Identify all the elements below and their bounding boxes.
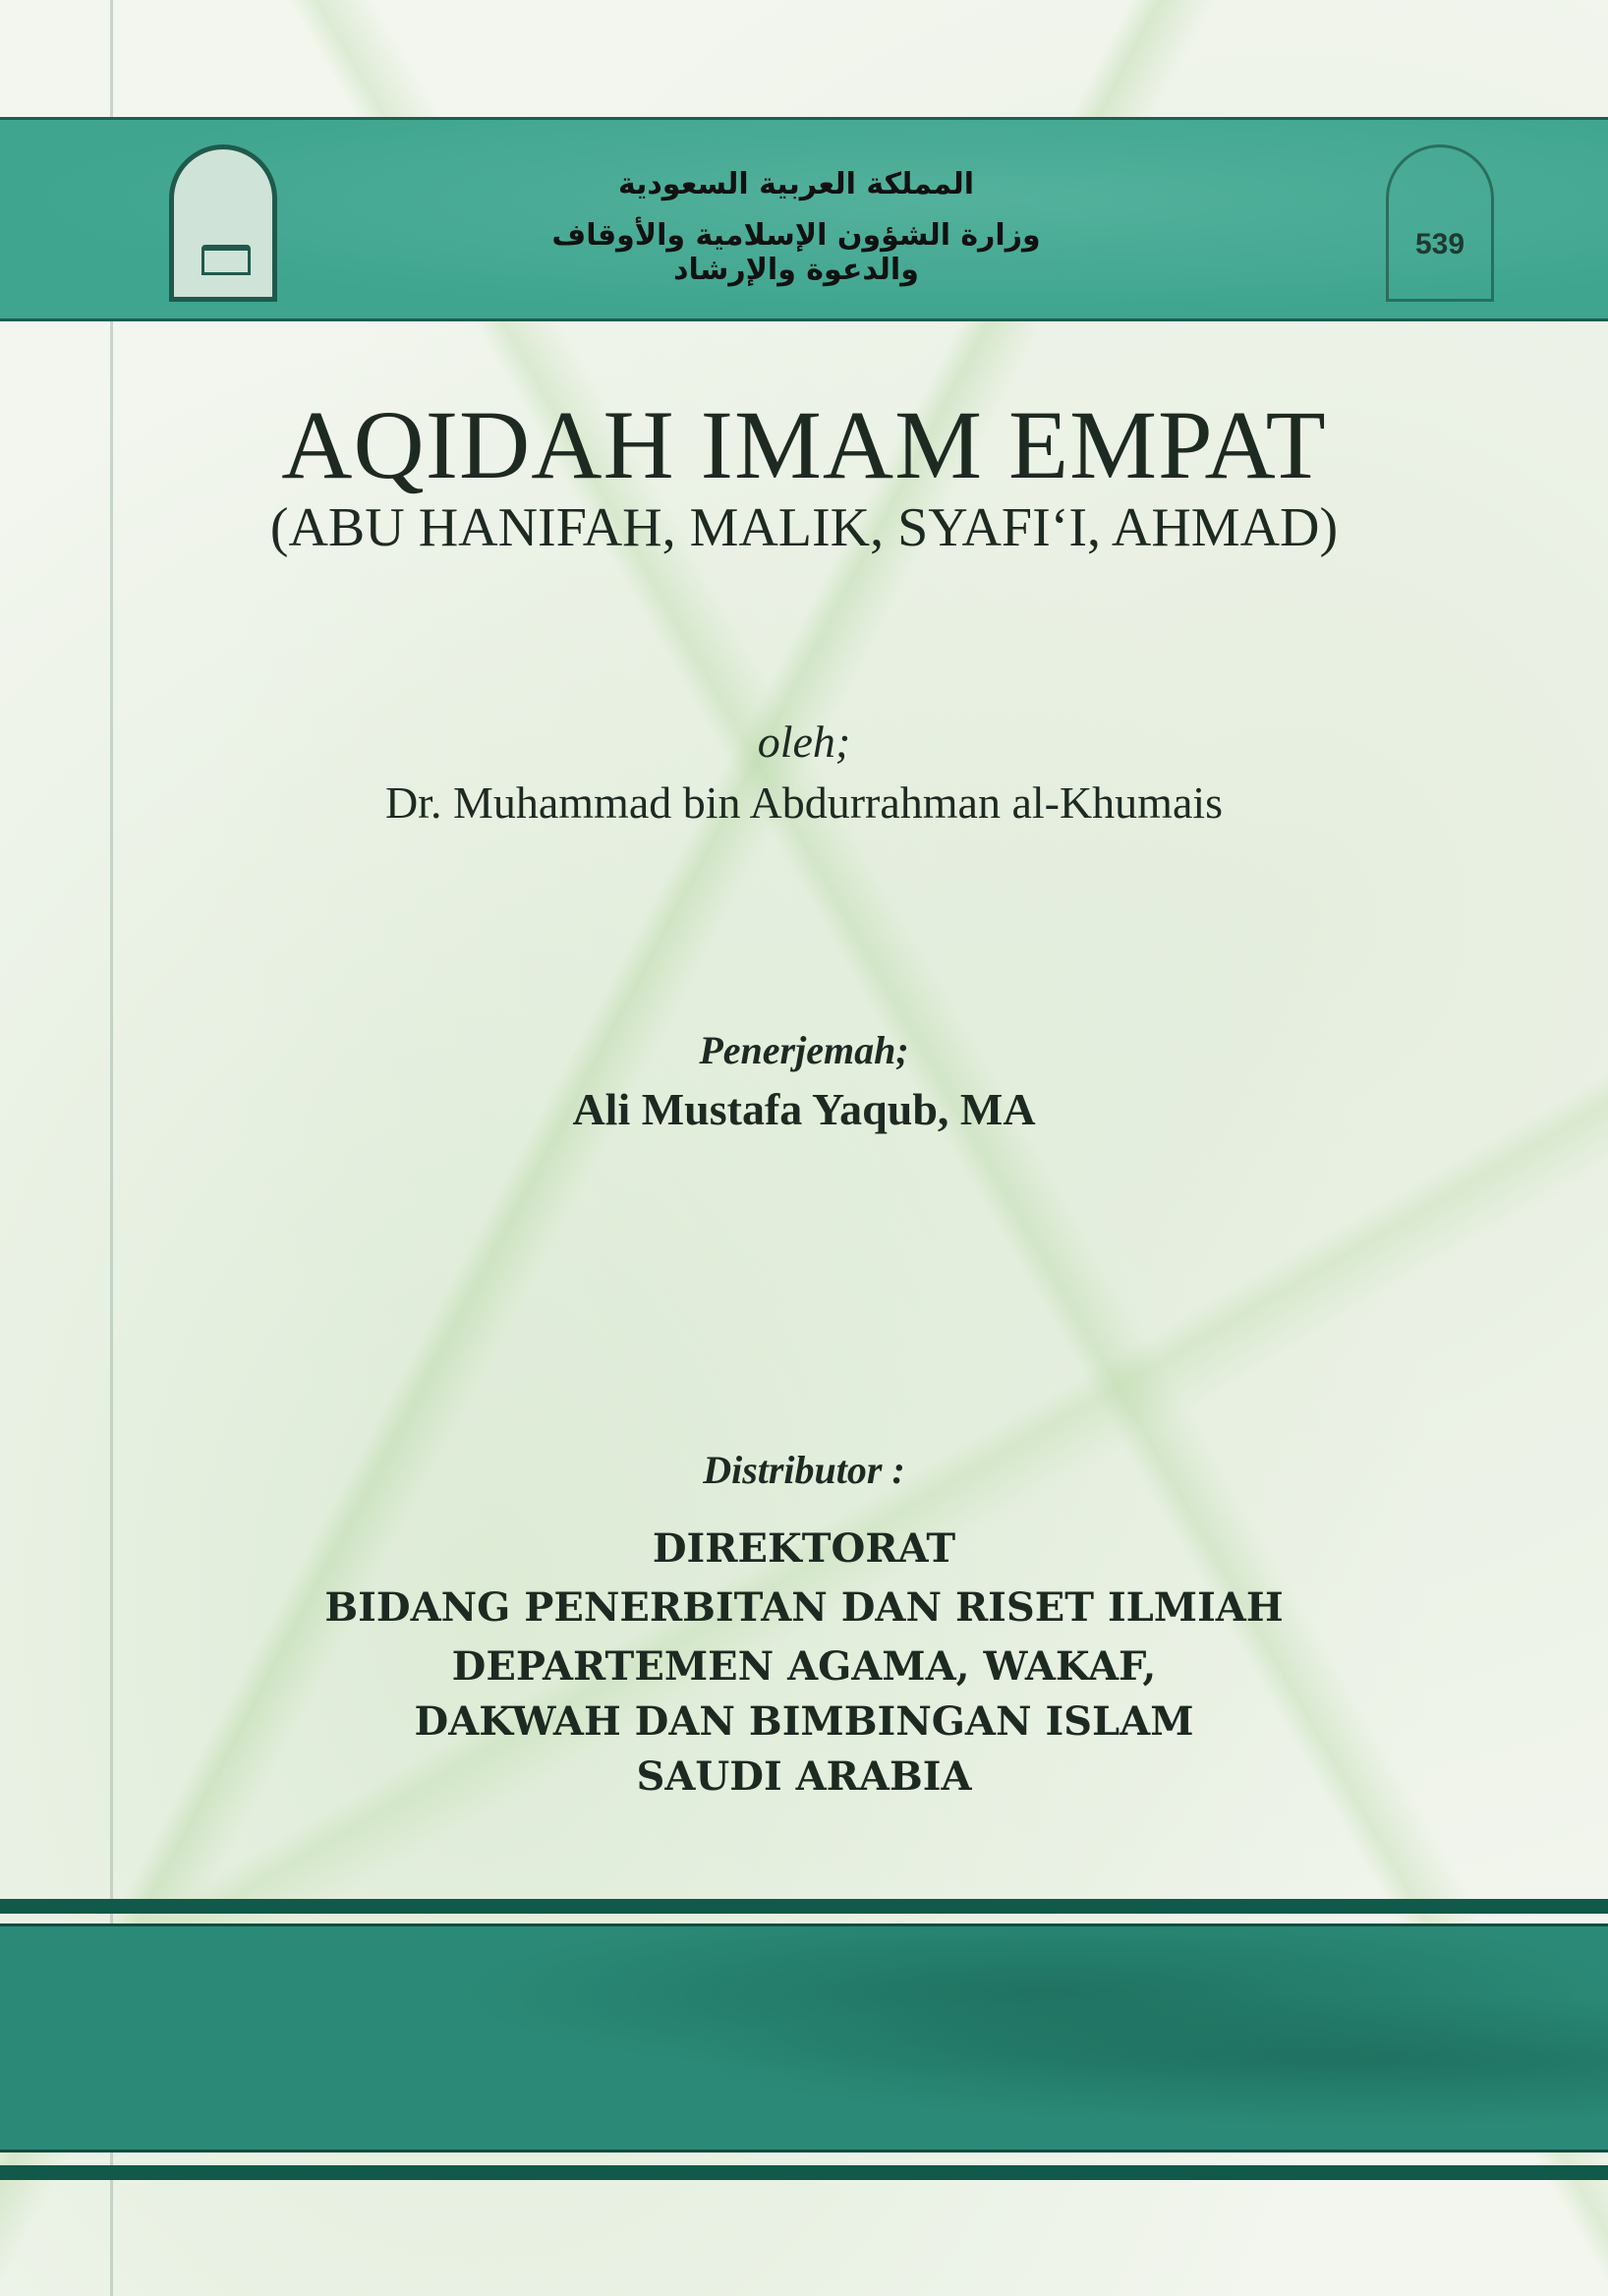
- author-label: oleh;: [757, 717, 851, 767]
- distributor-line: DAKWAH DAN BIMBINGAN ISLAM: [414, 1698, 1194, 1745]
- author-name: Dr. Muhammad bin Abdurrahman al-Khumais: [384, 777, 1224, 828]
- book-title: AQIDAH IMAM EMPAT: [281, 390, 1327, 499]
- arabic-ministry-text: وزارة الشؤون الإسلامية والأوقاف والدعوة والإرشاد: [551, 218, 1041, 287]
- arabic-kingdom-text: المملكة العربية السعودية: [617, 167, 975, 201]
- series-number: 539: [1414, 228, 1465, 260]
- distributor-line: BIDANG PENERBITAN DAN RISET ILMIAH: [324, 1584, 1284, 1631]
- book-subtitle: (ABU HANIFAH, MALIK, SYAFI‘I, AHMAD): [269, 497, 1339, 558]
- distributor-line: DIREKTORAT: [652, 1525, 956, 1572]
- distributor-line: SAUDI ARABIA: [636, 1753, 972, 1800]
- series-arch-icon: [1386, 144, 1494, 302]
- distributor-line: DEPARTEMEN AGAMA, WAKAF,: [451, 1643, 1157, 1690]
- footer-stripe-bottom: [0, 2165, 1608, 2180]
- header-band: [0, 117, 1608, 321]
- footer-band: [0, 1923, 1608, 2152]
- translator-label: Penerjemah;: [699, 1028, 909, 1072]
- quran-book-icon: [201, 245, 251, 275]
- ministry-logo-icon: [169, 144, 277, 302]
- distributor-label: Distributor :: [703, 1448, 905, 1492]
- translator-name: Ali Mustafa Yaqub, MA: [572, 1084, 1036, 1134]
- footer-stripe-top: [0, 1899, 1608, 1914]
